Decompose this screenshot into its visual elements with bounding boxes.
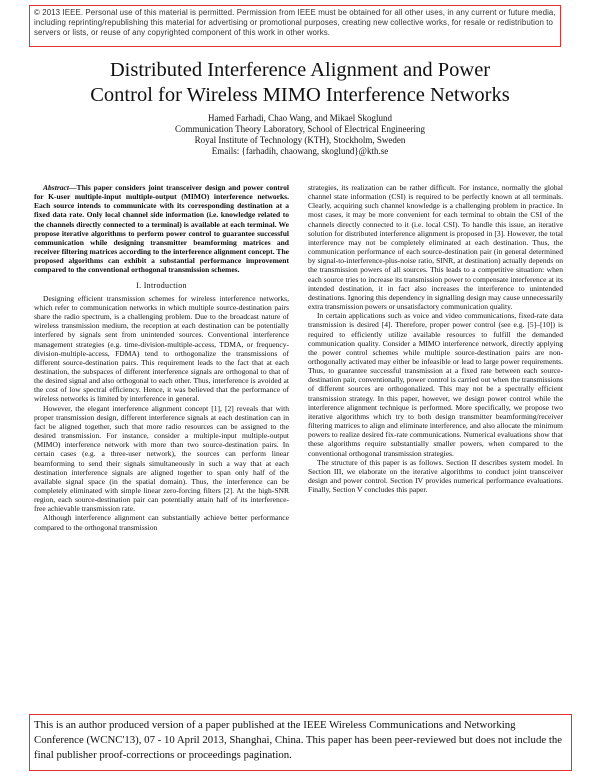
intro-paragraph: The structure of this paper is as follows. Section II describes system model. In Section III, we elaborate on the iterative algorithms to conduct joint transceiver design and power control. Section IV provides numerical performance evaluations. Finally, Section V concludes this paper. [308, 457, 563, 495]
title-line-2: Control for Wireless MIMO Interference Networks [90, 84, 510, 106]
author-emails: Emails: {farhadih, chaowang, skoglund}@kth.se [211, 146, 389, 156]
paper-title [30, 58, 570, 108]
copyright-text: © 2013 IEEE. Personal use of this material is permitted. Permission from IEEE must be obtained for all other uses, in any current or future media, including reprinting/republishing this material for advertising or promotional purposes, creating new collective works, for resale or redistribution to servers or lists, or reuse of any copyrighted component of this work in other works. [34, 8, 556, 37]
abstract-text: —This paper considers joint transceiver design and power control for K-user multiple-input multiple-output (MIMO) interference networks. Each source intends to communicate with its corresponding destination at a fixed data rate. Only local channel side information (i.e. knowledge related to the channels directly connected to a terminal) is available at each terminal. We propose iterative algorithms to perform power control to guarantee successful communication while designing transmitter beamforming matrices and receiver filtering matrices according to the interference alignment concept. The proposed algorithms can exhibit a substantial performance improvement compared to the conventional orthogonal transmission schemes. [34, 183, 289, 275]
author-version-notice-text: This is an author produced version of a paper published at the IEEE Wireless Communications and Networking Conference (WCNC'13), 07 - 10 April 2013, Shanghai, China. This paper has been peer-reviewed but does not include the final publisher proof-corrections or proceedings pagination. [34, 719, 563, 762]
section-heading-introduction: I. Introduction [136, 280, 187, 290]
title-line-1: Distributed Interference Alignment and Power [109, 59, 491, 81]
left-column [34, 183, 289, 532]
abstract-lead: Abstract [43, 183, 69, 192]
author-version-notice-box [29, 714, 572, 771]
affiliation-line-2: Royal Institute of Technology (KTH), Stockholm, Sweden [194, 135, 406, 145]
copyright-notice-box [29, 5, 561, 47]
intro-paragraph: Designing efficient transmission schemes for wireless interference networks, which refer to communication networks in which multiple source-destination pairs share the radio spectrum, is a challenging problem. Due to the broadcast nature of wireless transmission medium, the reception at each destination can be potentially interfered by signals sent from unintended sources. Conventional interference management strategies (e.g. time-division-multiple-access, TDMA, or frequency-division-multiple-access, FDMA) tend to orthogonalize the transmissions of different source-destination pairs. This requirement leads to the fact that at each destination, the subspaces of different interference signals are orthogonal to that of the desired signal and also orthogonal to each other. Thus, interference is avoided at the cost of low spectral efficiency. Hence, it was believed that the performance of wireless networks is limited by interference in general. [34, 293, 289, 404]
author-names: Hamed Farhadi, Chao Wang, and Mikael Skoglund [207, 113, 393, 123]
intro-paragraph: Although interference alignment can substantially achieve better performance compared to the orthogonal transmission [34, 513, 289, 532]
author-block [30, 113, 570, 157]
right-column [308, 183, 563, 494]
intro-paragraph: However, the elegant interference alignment concept [1], [2] reveals that with proper transmission design, different interference signals at each destination can in fact be aligned together, such that more radio resources can be assigned to the desired transmission. For instance, consider a multiple-input multiple-output (MIMO) interference network with more than two source-destination pairs. In certain cases (e.g. a three-user network), the sources can perform linear beamforming to send their signals simultaneously in such a way that at each destination interference signals are aligned together to span only half of the available signal space (in the spatial domain). Thus, the interference can be completely eliminated with simple linear zero-forcing filters [2]. At the high-SNR region, each source-destination pair can potentially attain half of its interference-free achievable transmission rate. [34, 403, 289, 514]
intro-paragraph: In certain applications such as voice and video communications, fixed-rate data transmission is desired [4]. Therefore, proper power control (see e.g. [5]–[10]) is required to efficiently utilize available resources to fulfill the demanded communication quality. Consider a MIMO interference network, directly applying the power control schemes while multiple source-destination pairs are non-orthogonally activated may either be infeasible or lead to large power requirements. Thus, to guarantee successful transmission at a fixed rate between each source-destination pair, conventionally, power control is carried out when the transmissions of different sources are orthogonalized. This may not be a spectrally efficient transmission strategy. In this paper, however, we design power control while the interference alignment technique is performed. More specifically, we propose two iterative algorithms which try to both design transmitter beamforming/receiver filtering matrices to align and eliminate interference, and also allocate the minimum powers to realize desired fix-rate communications. Numerical evaluations show that these algorithms require substantially smaller powers, when compared to the conventional orthogonal transmission strategies. [308, 311, 563, 458]
abstract [34, 183, 289, 275]
affiliation-line-1: Communication Theory Laboratory, School of Electrical Engineering [175, 124, 425, 134]
intro-paragraph: strategies, its realization can be rather difficult. For instance, normally the global channel state information (CSI) is required to be perfectly known at all terminals. Clearly, acquiring such channel knowledge is a challenging problem in practice. In most cases, it may be more convenient for each terminal to obtain the CSI of the channels directly connected to it (i.e. local CSI). To handle this issue, an iterative solution for distributed interference alignment is proposed in [3]. However, the total interference may not be completely eliminated at each destination. Thus, the communication performance of each source-destination pair (in general determined by signal-to-interference-plus-noise ratio, SINR, at destination) actually depends on the transmission powers of all sources. This leads to a competitive situation: when each source tries to increase its transmission power to compensate interference at its intended destination, it in fact also increases the interference to unintended destinations. Ignoring this dependency in signalling design may cause unnecessarily extra transmission powers or unsatisfactory communication quality. [308, 183, 563, 312]
